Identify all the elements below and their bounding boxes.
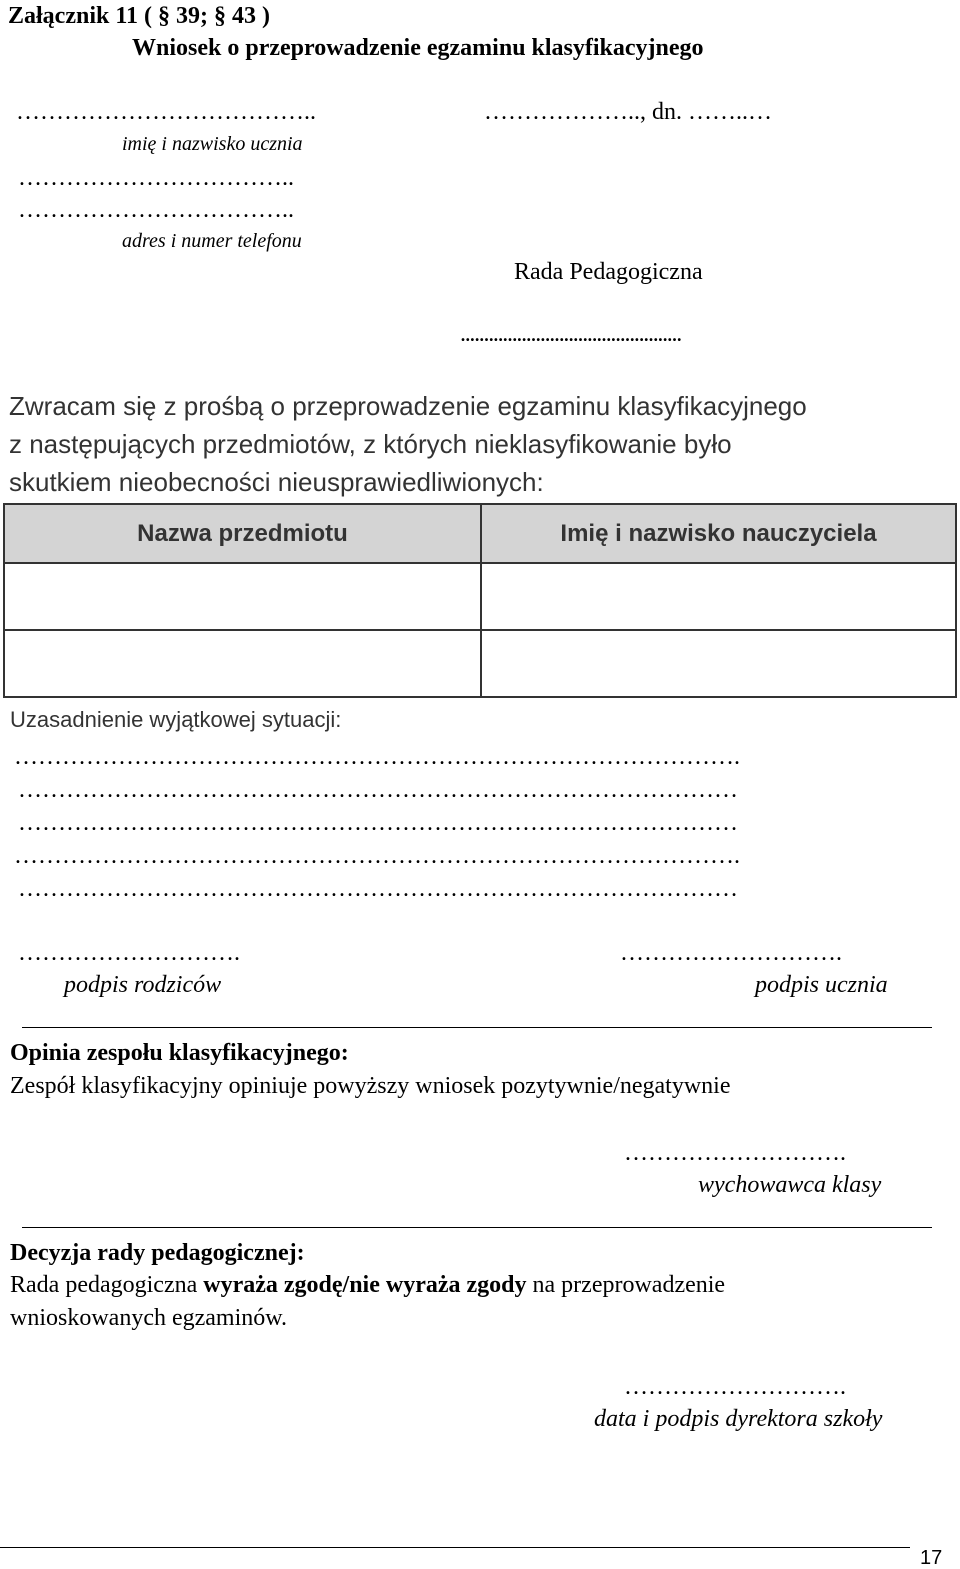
subject-cell[interactable]	[4, 630, 481, 697]
decision-title: Decyzja rady pedagogicznej:	[10, 1240, 305, 1266]
teacher-cell[interactable]	[481, 563, 956, 630]
request-line-1: Zwracam się z prośbą o przeprowadzenie egzaminu klasyfikacyjnego	[9, 391, 807, 421]
decision-text-post: na przeprowadzenie	[526, 1272, 726, 1298]
footer-rule	[0, 1547, 910, 1548]
column-header-teacher: Imię i nazwisko nauczyciela	[481, 504, 956, 563]
address-caption: adres i numer telefonu	[122, 230, 302, 252]
justification-line: ………………………………………………………………………………	[18, 777, 738, 803]
student-name-caption: imię i nazwisko ucznia	[122, 133, 303, 155]
decision-options: wyraża zgodę/nie wyraża zgody	[203, 1272, 527, 1298]
request-line-2: z następujących przedmiotów, z których nieklasyfikowanie było	[9, 429, 732, 459]
opinion-text: Zespół klasyfikacyjny opiniuje powyższy wniosek pozytywnie/negatywnie	[10, 1073, 731, 1099]
address-line-2: ……………………………..	[18, 197, 294, 223]
justification-line: ………………………………………………………………………………	[18, 876, 738, 902]
attachment-label: Załącznik 11 ( § 39; § 43 )	[8, 3, 270, 29]
subjects-table	[3, 503, 957, 698]
table-row	[4, 630, 956, 697]
justification-line: ………………………………………………………………………………	[18, 810, 738, 836]
parents-signature-caption: podpis rodziców	[64, 972, 222, 998]
page-number: 17	[920, 1547, 943, 1569]
place-date-line: ……………….., dn. ……..…	[484, 99, 772, 125]
director-signature-caption: data i podpis dyrektora szkoły	[594, 1406, 883, 1432]
subject-cell[interactable]	[4, 563, 481, 630]
student-name-line: ………………………………..	[16, 99, 316, 125]
student-signature-caption: podpis ucznia	[755, 972, 888, 998]
justification-label: Uzasadnienie wyjątkowej sytuacji:	[10, 707, 342, 732]
recipient-dots: ...............................................	[460, 321, 681, 347]
table-row	[4, 563, 956, 630]
document-title: Wniosek o przeprowadzenie egzaminu klasyfikacyjnego	[132, 35, 704, 61]
table-header-row	[4, 504, 956, 563]
director-signature-line: ……………………….	[624, 1374, 846, 1400]
decision-text	[10, 1273, 725, 1297]
request-line-3: skutkiem nieobecności nieusprawiedliwionych:	[9, 467, 544, 497]
opinion-title: Opinia zespołu klasyfikacyjnego:	[10, 1040, 349, 1066]
decision-text-pre: Rada pedagogiczna	[10, 1272, 204, 1298]
teacher-cell[interactable]	[481, 630, 956, 697]
teacher-signature-line: ……………………….	[624, 1140, 846, 1166]
decision-text-line-2: wnioskowanych egzaminów.	[10, 1305, 288, 1331]
student-signature-line: ……………………….	[620, 940, 842, 966]
teacher-signature-caption: wychowawca klasy	[698, 1172, 882, 1198]
column-header-subject: Nazwa przedmiotu	[4, 504, 481, 563]
section-divider	[22, 1227, 932, 1228]
section-divider	[22, 1027, 932, 1028]
justification-line: ……………………………………………………………………………….	[14, 843, 740, 869]
justification-line: ……………………………………………………………………………….	[14, 744, 740, 770]
recipient-label: Rada Pedagogiczna	[514, 259, 703, 285]
parents-signature-line: ……………………….	[18, 940, 240, 966]
address-line-1: ……………………………..	[18, 165, 294, 191]
